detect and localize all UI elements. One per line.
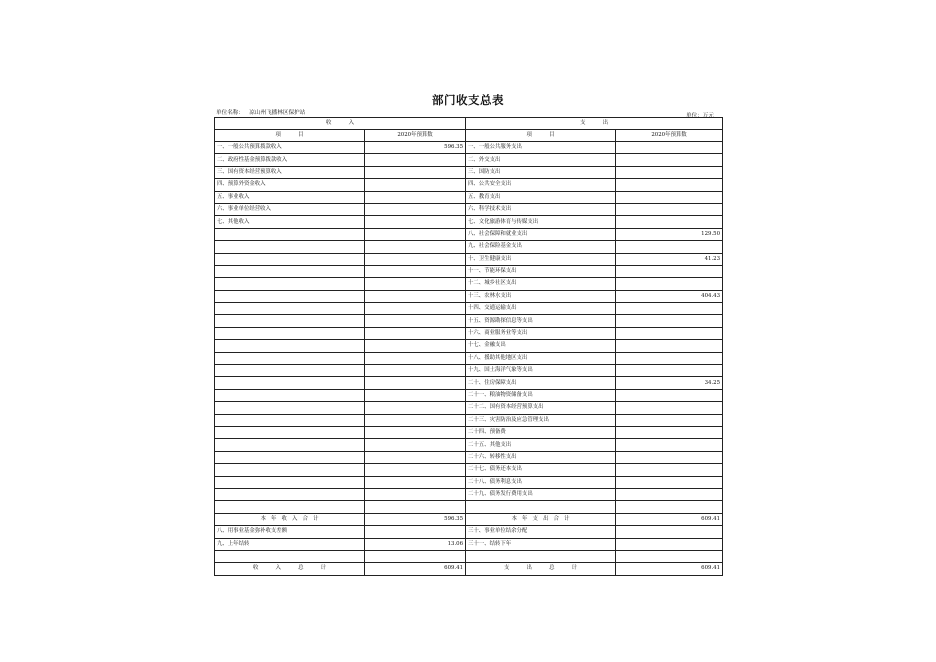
expense-item-cell: 十九、国土海洋气象等支出 bbox=[466, 365, 616, 377]
unit-name-label: 单位名称： 凉山州飞播林区保护站 bbox=[216, 110, 306, 116]
expense-item-cell: 二十三、灾害防治及应急管理支出 bbox=[466, 414, 616, 426]
expense-value-cell bbox=[616, 315, 723, 327]
income-item-cell bbox=[215, 365, 365, 377]
expense-item-cell: 二十五、其他支出 bbox=[466, 439, 616, 451]
table-row bbox=[215, 228, 723, 240]
table-row bbox=[215, 191, 723, 203]
table-row bbox=[215, 179, 723, 191]
expense-item-cell: 十、卫生健康支出 bbox=[466, 253, 616, 265]
income-item-cell: 八、用事业基金弥补收支差额 bbox=[215, 526, 365, 538]
income-item-cell bbox=[215, 501, 365, 513]
income-item-cell: 四、预算外资金收入 bbox=[215, 179, 365, 191]
expense-value-cell: 609.41 bbox=[616, 563, 723, 575]
expense-value-cell bbox=[616, 550, 723, 562]
income-item-cell: 三、国有资本经营预算收入 bbox=[215, 166, 365, 178]
section-header-row bbox=[215, 118, 723, 130]
income-item-cell bbox=[215, 265, 365, 277]
expense-item-cell: 六、科学技术支出 bbox=[466, 203, 616, 215]
expense-value-cell: 41.23 bbox=[616, 253, 723, 265]
expense-value-cell bbox=[616, 414, 723, 426]
income-item-cell bbox=[215, 340, 365, 352]
income-item-cell bbox=[215, 476, 365, 488]
expense-item-cell: 二十四、预备费 bbox=[466, 426, 616, 438]
table-row bbox=[215, 538, 723, 550]
income-item-cell bbox=[215, 327, 365, 339]
expense-value-cell bbox=[616, 340, 723, 352]
expense-item-cell: 十五、资源勘探信息等支出 bbox=[466, 315, 616, 327]
income-item-cell: 七、其他收入 bbox=[215, 216, 365, 228]
income-item-cell bbox=[215, 426, 365, 438]
expense-item-cell: 七、文化旅游体育与传媒支出 bbox=[466, 216, 616, 228]
income-item-cell bbox=[215, 402, 365, 414]
expense-item-cell: 三十、事业单位结余分配 bbox=[466, 526, 616, 538]
expense-item-cell: 二十七、债务还本支出 bbox=[466, 464, 616, 476]
expense-item-cell: 支 出 总 计 bbox=[466, 563, 616, 575]
income-value-cell bbox=[365, 315, 466, 327]
table-row bbox=[215, 476, 723, 488]
income-item-cell bbox=[215, 488, 365, 500]
income-value-cell bbox=[365, 426, 466, 438]
expense-item-cell: 十八、援助其他地区支出 bbox=[466, 352, 616, 364]
expense-value-cell bbox=[616, 352, 723, 364]
expense-value-cell bbox=[616, 278, 723, 290]
income-budget-header: 2020年预算数 bbox=[365, 130, 466, 142]
income-value-cell bbox=[365, 414, 466, 426]
table-row bbox=[215, 464, 723, 476]
income-item-cell: 本 年 收 入 合 计 bbox=[215, 513, 365, 525]
income-value-cell bbox=[365, 377, 466, 389]
income-item-cell: 六、事业单位经营收入 bbox=[215, 203, 365, 215]
expense-value-cell bbox=[616, 265, 723, 277]
income-item-cell bbox=[215, 414, 365, 426]
income-value-cell bbox=[365, 550, 466, 562]
income-value-cell bbox=[365, 327, 466, 339]
expense-value-cell: 609.41 bbox=[616, 513, 723, 525]
expense-value-cell bbox=[616, 216, 723, 228]
expense-value-cell bbox=[616, 439, 723, 451]
income-item-cell bbox=[215, 315, 365, 327]
table-row bbox=[215, 488, 723, 500]
table-row bbox=[215, 203, 723, 215]
expense-value-cell bbox=[616, 142, 723, 154]
expense-item-header: 项 目 bbox=[466, 130, 616, 142]
income-value-cell bbox=[365, 191, 466, 203]
expense-item-cell: 二十六、转移性支出 bbox=[466, 451, 616, 463]
income-value-cell: 596.35 bbox=[365, 142, 466, 154]
expense-budget-header: 2020年预算数 bbox=[616, 130, 723, 142]
income-value-cell bbox=[365, 228, 466, 240]
page-title: 部门收支总表 bbox=[432, 93, 504, 107]
table-row bbox=[215, 426, 723, 438]
income-value-cell: 596.35 bbox=[365, 513, 466, 525]
expense-item-cell: 三、国防支出 bbox=[466, 166, 616, 178]
table-row bbox=[215, 377, 723, 389]
table-row bbox=[215, 550, 723, 562]
expense-item-cell: 二十九、债务发行费用支出 bbox=[466, 488, 616, 500]
table-row bbox=[215, 526, 723, 538]
expense-item-cell: 九、社会保险基金支出 bbox=[466, 241, 616, 253]
column-header-row bbox=[215, 130, 723, 142]
expense-item-cell: 五、教育支出 bbox=[466, 191, 616, 203]
income-value-cell bbox=[365, 464, 466, 476]
table-row bbox=[215, 327, 723, 339]
table-row bbox=[215, 414, 723, 426]
income-item-cell bbox=[215, 253, 365, 265]
expense-value-cell bbox=[616, 241, 723, 253]
table-row bbox=[215, 513, 723, 525]
income-item-cell bbox=[215, 241, 365, 253]
expense-item-cell: 十一、节能环保支出 bbox=[466, 265, 616, 277]
income-value-cell bbox=[365, 216, 466, 228]
expense-item-cell: 二十八、债务利息支出 bbox=[466, 476, 616, 488]
income-value-cell bbox=[365, 340, 466, 352]
income-value-cell bbox=[365, 154, 466, 166]
expense-value-cell bbox=[616, 538, 723, 550]
table-row bbox=[215, 402, 723, 414]
income-item-cell: 五、事业收入 bbox=[215, 191, 365, 203]
income-item-cell bbox=[215, 550, 365, 562]
expense-item-cell: 一、一般公共服务支出 bbox=[466, 142, 616, 154]
expense-value-cell bbox=[616, 303, 723, 315]
income-item-header: 项 目 bbox=[215, 130, 365, 142]
income-value-cell bbox=[365, 203, 466, 215]
expense-value-cell bbox=[616, 179, 723, 191]
expense-value-cell bbox=[616, 488, 723, 500]
table-row bbox=[215, 303, 723, 315]
expense-item-cell: 十七、金融支出 bbox=[466, 340, 616, 352]
expense-value-cell bbox=[616, 154, 723, 166]
table-row bbox=[215, 451, 723, 463]
income-header: 收 入 bbox=[215, 118, 466, 130]
table-row bbox=[215, 154, 723, 166]
expense-value-cell bbox=[616, 526, 723, 538]
expense-value-cell bbox=[616, 402, 723, 414]
table-row bbox=[215, 241, 723, 253]
expense-value-cell bbox=[616, 464, 723, 476]
expense-item-cell: 三十一、结转下年 bbox=[466, 538, 616, 550]
income-item-cell: 一、一般公共预算拨款收入 bbox=[215, 142, 365, 154]
income-value-cell bbox=[365, 451, 466, 463]
table-row bbox=[215, 216, 723, 228]
income-item-cell bbox=[215, 464, 365, 476]
table-row bbox=[215, 166, 723, 178]
expense-value-cell bbox=[616, 191, 723, 203]
income-value-cell bbox=[365, 253, 466, 265]
expense-item-cell bbox=[466, 501, 616, 513]
expense-value-cell: 404.43 bbox=[616, 290, 723, 302]
currency-unit-label: 单位：万元 bbox=[686, 113, 714, 119]
income-value-cell bbox=[365, 166, 466, 178]
income-value-cell bbox=[365, 365, 466, 377]
income-item-cell bbox=[215, 290, 365, 302]
expense-item-cell: 十六、商业服务业等支出 bbox=[466, 327, 616, 339]
table-row bbox=[215, 265, 723, 277]
income-item-cell bbox=[215, 377, 365, 389]
income-value-cell bbox=[365, 179, 466, 191]
income-value-cell bbox=[365, 501, 466, 513]
table-row bbox=[215, 340, 723, 352]
income-item-cell bbox=[215, 451, 365, 463]
table-row bbox=[215, 365, 723, 377]
income-value-cell bbox=[365, 402, 466, 414]
income-item-cell bbox=[215, 278, 365, 290]
table-row bbox=[215, 278, 723, 290]
income-item-cell: 收 入 总 计 bbox=[215, 563, 365, 575]
income-value-cell bbox=[365, 439, 466, 451]
income-value-cell bbox=[365, 389, 466, 401]
table-row bbox=[215, 253, 723, 265]
table-row bbox=[215, 563, 723, 575]
expense-header: 支 出 bbox=[466, 118, 723, 130]
income-item-cell bbox=[215, 228, 365, 240]
expense-item-cell: 十三、农林水支出 bbox=[466, 290, 616, 302]
income-item-cell: 二、政府性基金预算拨款收入 bbox=[215, 154, 365, 166]
income-value-cell bbox=[365, 290, 466, 302]
table-row bbox=[215, 315, 723, 327]
income-value-cell: 13.06 bbox=[365, 538, 466, 550]
income-value-cell bbox=[365, 265, 466, 277]
expense-value-cell bbox=[616, 365, 723, 377]
expense-item-cell: 十四、交通运输支出 bbox=[466, 303, 616, 315]
expense-value-cell bbox=[616, 389, 723, 401]
income-value-cell bbox=[365, 488, 466, 500]
income-expense-table bbox=[214, 117, 723, 576]
income-value-cell bbox=[365, 352, 466, 364]
income-value-cell bbox=[365, 303, 466, 315]
income-value-cell: 609.41 bbox=[365, 563, 466, 575]
expense-item-cell bbox=[466, 550, 616, 562]
expense-value-cell bbox=[616, 476, 723, 488]
expense-item-cell: 二、外交支出 bbox=[466, 154, 616, 166]
table-row bbox=[215, 501, 723, 513]
expense-item-cell: 本 年 支 出 合 计 bbox=[466, 513, 616, 525]
income-value-cell bbox=[365, 278, 466, 290]
expense-item-cell: 四、公共安全支出 bbox=[466, 179, 616, 191]
table-row bbox=[215, 142, 723, 154]
expense-value-cell bbox=[616, 501, 723, 513]
expense-value-cell: 34.25 bbox=[616, 377, 723, 389]
expense-item-cell: 八、社会保障和就业支出 bbox=[466, 228, 616, 240]
expense-value-cell bbox=[616, 426, 723, 438]
expense-item-cell: 二十二、国有资本经营预算支出 bbox=[466, 402, 616, 414]
income-item-cell bbox=[215, 439, 365, 451]
income-value-cell bbox=[365, 241, 466, 253]
income-value-cell bbox=[365, 476, 466, 488]
expense-value-cell bbox=[616, 451, 723, 463]
expense-value-cell bbox=[616, 203, 723, 215]
expense-value-cell bbox=[616, 166, 723, 178]
table-row bbox=[215, 439, 723, 451]
income-item-cell bbox=[215, 352, 365, 364]
expense-value-cell bbox=[616, 327, 723, 339]
income-item-cell bbox=[215, 303, 365, 315]
income-item-cell: 九、上年结转 bbox=[215, 538, 365, 550]
income-item-cell bbox=[215, 389, 365, 401]
expense-value-cell: 129.50 bbox=[616, 228, 723, 240]
income-value-cell bbox=[365, 526, 466, 538]
expense-item-cell: 二十、住房保障支出 bbox=[466, 377, 616, 389]
table-row bbox=[215, 389, 723, 401]
table-row bbox=[215, 290, 723, 302]
expense-item-cell: 十二、城乡社区支出 bbox=[466, 278, 616, 290]
table-row bbox=[215, 352, 723, 364]
expense-item-cell: 二十一、粮油物资储备支出 bbox=[466, 389, 616, 401]
